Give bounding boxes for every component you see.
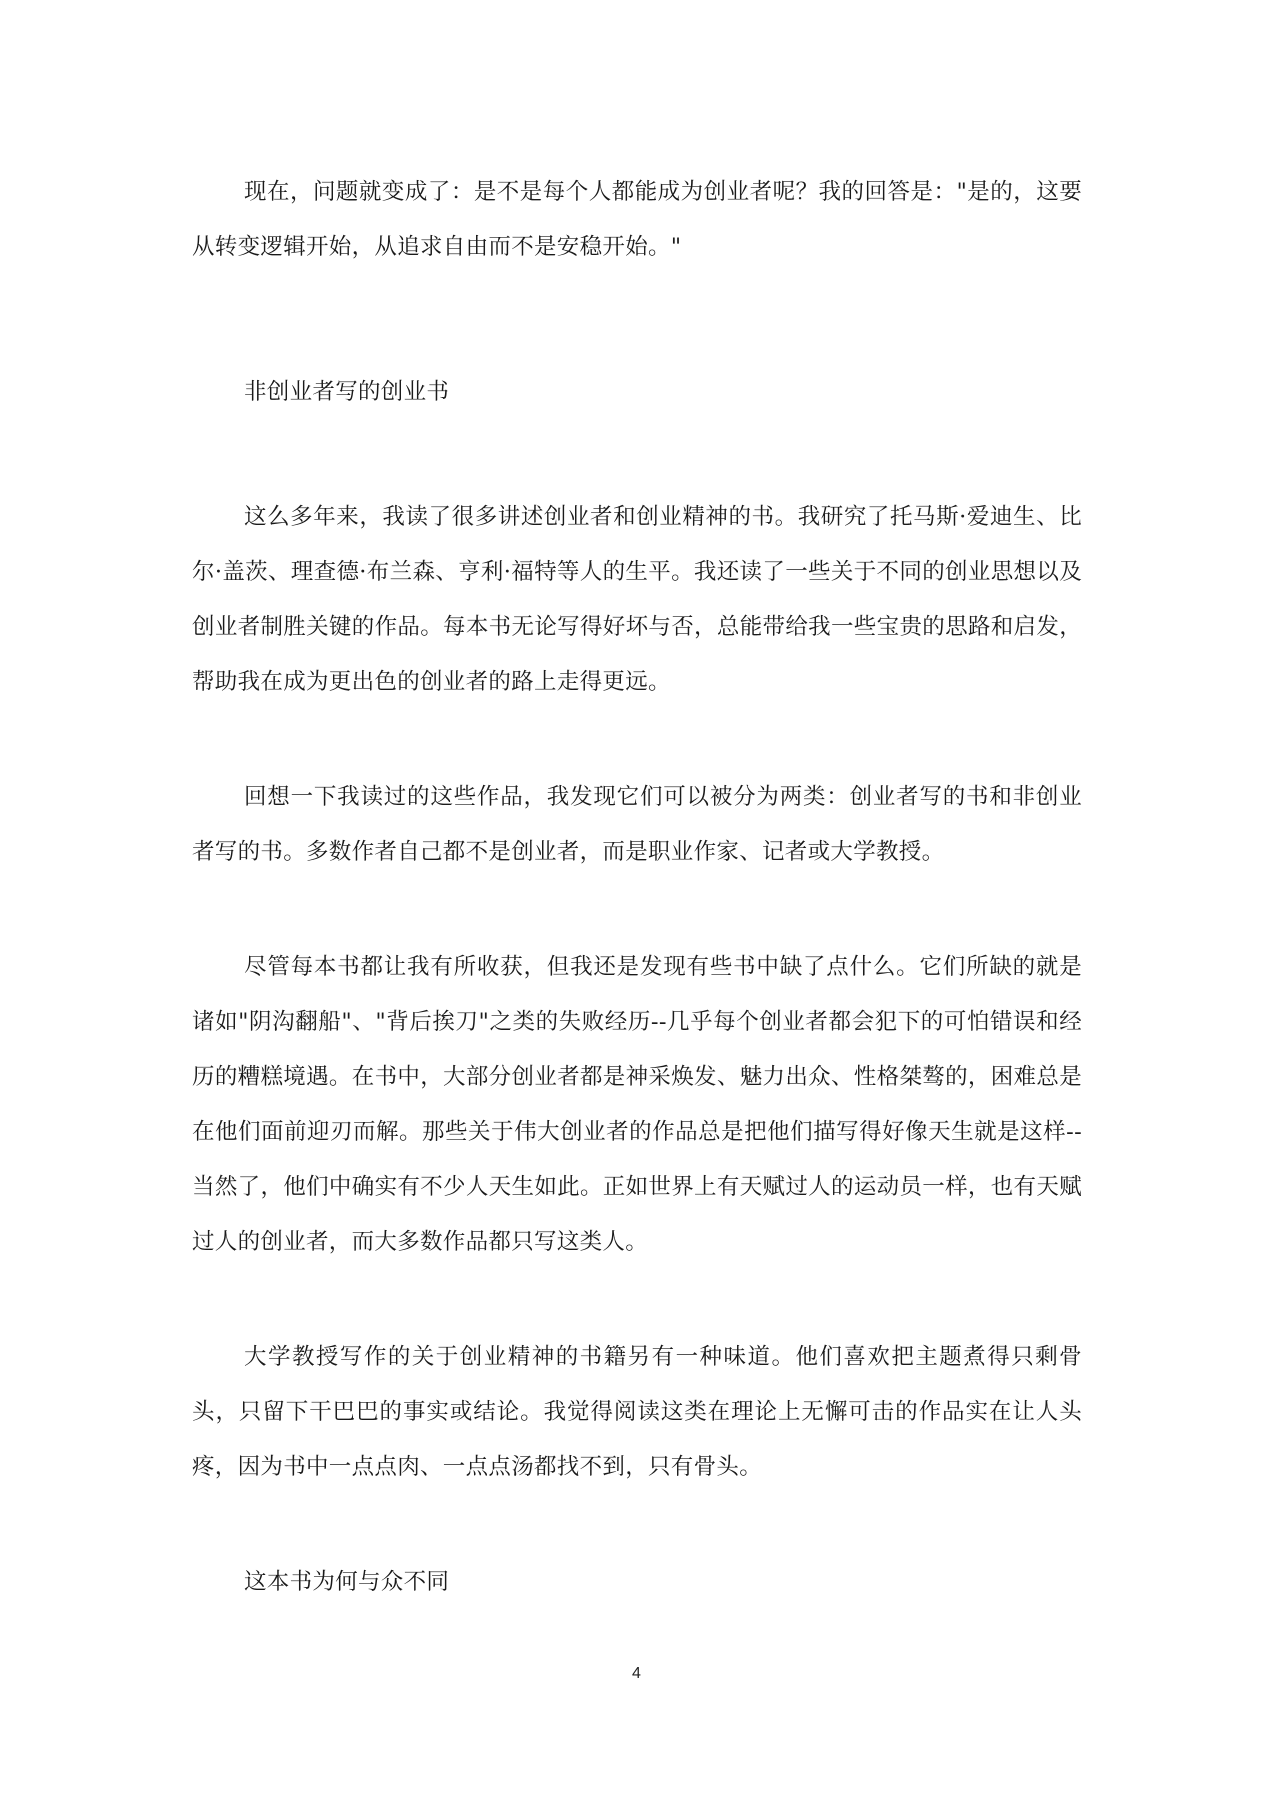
section-heading-non-entrepreneur-books: 非创业者写的创业书 [244, 379, 450, 405]
paragraph-missing-failures: 尽管每本书都让我有所收获，但我还是发现有些书中缺了点什么。它们所缺的就是诸如"阴沟翻船"、"背后挨刀"之类的失败经历--几乎每个创业者都会犯下的可怕错误和经历的糟糕境遇。在书中，大部分创业者都是神采焕发、魅力出众、性格桀骜的，困难总是在他们面前迎刃而解。那些关于伟大创业者的作品总是把他们描写得好像天生就是这样--当然了，他们中确实有不少人天生如此。正如世界上有天赋过人的运动员一样，也有天赋过人的创业者，而大多数作品都只写这类人。 [192, 954, 1082, 1255]
page-number: 4 [632, 1665, 641, 1682]
paragraph-two-categories: 回想一下我读过的这些作品，我发现它们可以被分为两类：创业者写的书和非创业者写的书。多数作者自己都不是创业者，而是职业作家、记者或大学教授。 [192, 784, 1082, 865]
section-heading-why-different: 这本书为何与众不同 [244, 1569, 450, 1595]
paragraph-books-read: 这么多年来，我读了很多讲述创业者和创业精神的书。我研究了托马斯·爱迪生、比尔·盖茨、理查德·布兰森、亨利·福特等人的生平。我还读了一些关于不同的创业思想以及创业者制胜关键的作品。每本书无论写得好坏与否，总能带给我一些宝贵的思路和启发，帮助我在成为更出色的创业者的路上走得更远。 [192, 504, 1082, 695]
paragraph-intro-question: 现在，问题就变成了：是不是每个人都能成为创业者呢？我的回答是："是的，这要从转变逻辑开始，从追求自由而不是安稳开始。" [192, 179, 1082, 260]
paragraph-professor-books: 大学教授写作的关于创业精神的书籍另有一种味道。他们喜欢把主题煮得只剩骨头，只留下干巴巴的事实或结论。我觉得阅读这类在理论上无懈可击的作品实在让人头疼，因为书中一点点肉、一点点汤都找不到，只有骨头。 [192, 1344, 1082, 1480]
page-body [192, 165, 1082, 1610]
